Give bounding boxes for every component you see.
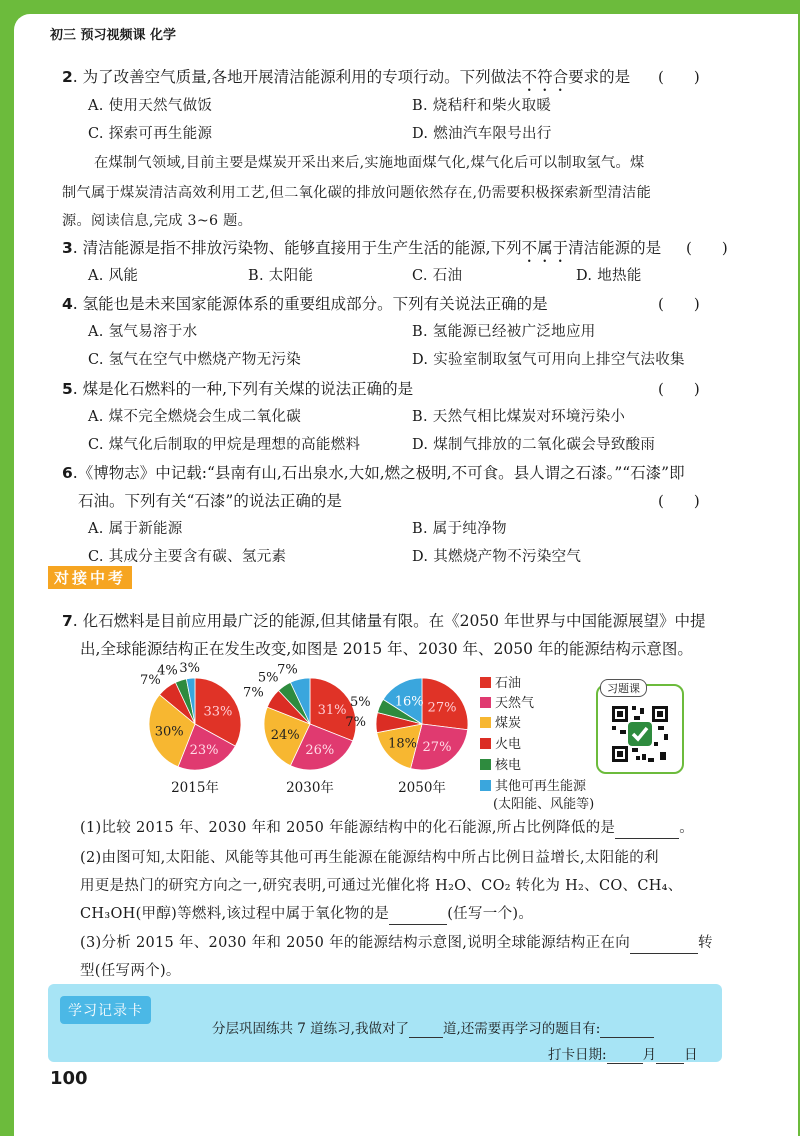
legend-item-renewable-note: (太阳能、风能等) xyxy=(493,797,595,812)
passage-line-2: 制气属于煤炭清洁高效利用工艺,但二氧化碳的排放问题依然存在,仍需要积极探索新型清洁能 xyxy=(62,185,652,201)
q7-sub3-blank[interactable] xyxy=(630,933,698,954)
q3-emphasis: 不属于 xyxy=(521,239,569,257)
study-record-line-2: 打卡日期: 月 日 xyxy=(548,1047,698,1063)
q2-option-b: B. 烧秸秆和柴火取暖 xyxy=(412,98,552,114)
q3-option-d: D. 地热能 xyxy=(576,268,642,284)
q7-sub2-blank[interactable] xyxy=(389,904,447,925)
correct-count-blank[interactable] xyxy=(409,1021,443,1038)
pie-2-year-label: 2050年 xyxy=(398,780,446,796)
study-record-tag: 学习记录卡 xyxy=(60,996,151,1024)
pie-0-label-5: 3% xyxy=(179,661,201,677)
q3-option-a: A. 风能 xyxy=(88,268,139,284)
q5-option-b: B. 天然气相比煤炭对环境污染小 xyxy=(412,409,626,425)
legend-swatch-oil xyxy=(480,677,491,688)
page-number: 100 xyxy=(50,1068,88,1089)
q4-option-b: B. 氢能源已经被广泛地应用 xyxy=(412,324,596,340)
qr-title: 习题课 xyxy=(600,679,647,697)
q2-option-c: C. 探索可再生能源 xyxy=(88,126,213,142)
q5-option-c: C. 煤气化后制取的甲烷是理想的高能燃料 xyxy=(88,437,361,453)
legend-item-nuclear: 核电 xyxy=(480,754,521,773)
passage-line-3: 源。阅读信息,完成 3~6 题。 xyxy=(62,213,253,229)
q6-number: 6 xyxy=(62,464,73,482)
q4-number: 4 xyxy=(62,295,73,313)
legend-swatch-nuclear xyxy=(480,759,491,770)
study-record-line-1: 分层巩固练共 7 道练习,我做对了 道,还需要再学习的题目有: xyxy=(212,1017,654,1038)
q5-option-d: D. 煤制气排放的二氧化碳会导致酸雨 xyxy=(412,437,656,453)
q6-option-b: B. 属于纯净物 xyxy=(412,521,507,537)
q3-number: 3 xyxy=(62,239,73,257)
date-month-blank[interactable] xyxy=(607,1047,643,1064)
q5-answer-paren[interactable]: ( ) xyxy=(658,380,700,398)
date-day-blank[interactable] xyxy=(656,1047,684,1064)
q7-sub2-line-2: 用更是热门的研究方向之一,研究表明,可通过光催化将 H₂O、CO₂ 转化为 H₂、CO、CH₄、 xyxy=(80,878,683,894)
q4-option-d: D. 实验室制取氢气可用向上排空气法收集 xyxy=(412,352,685,368)
q7-sub2-line-3: CH₃OH(甲醇)等燃料,该过程中属于氧化物的是 (任写一个)。 xyxy=(80,904,533,925)
q7-stem-line-2: 出,全球能源结构正在发生改变,如图是 2015 年、2030 年、2050 年的能源结构示意图。 xyxy=(80,640,693,658)
q4-answer-paren[interactable]: ( ) xyxy=(658,295,700,313)
q4-option-a: A. 氢气易溶于水 xyxy=(88,324,198,340)
legend-swatch-renewable xyxy=(480,780,491,791)
qr-code-icon xyxy=(598,686,682,772)
pie-0-label-1: 23% xyxy=(189,743,219,759)
qr-code-frame[interactable] xyxy=(596,684,684,774)
legend-item-coal: 煤炭 xyxy=(480,712,521,731)
pie-1-label-0: 31% xyxy=(317,703,347,719)
q3-option-c: C. 石油 xyxy=(412,268,463,284)
pie-2-label-2: 18% xyxy=(388,736,418,752)
q6-answer-paren[interactable]: ( ) xyxy=(658,492,700,510)
q6-stem-line-1: 6.《博物志》中记载:“县南有山,石出泉水,大如,燃之极明,不可食。县人谓之石漆。”“石漆”即 xyxy=(62,464,685,482)
q7-stem-line-1: 7. 化石燃料是目前应用最广泛的能源,但其储量有限。在《2050 年世界与中国能源展望》中提 xyxy=(62,612,706,630)
q7-sub2-line-1: (2)由图可知,太阳能、风能等其他可再生能源在能源结构中所占比例日益增长,太阳能的利 xyxy=(80,850,659,866)
q5-stem: 5. 煤是化石燃料的一种,下列有关煤的说法正确的是 xyxy=(62,380,414,398)
pie-2-label-1: 27% xyxy=(422,740,452,756)
q2-option-d: D. 燃油汽车限号出行 xyxy=(412,126,552,142)
pie-1-label-5: 7% xyxy=(277,662,298,678)
q6-option-a: A. 属于新能源 xyxy=(88,521,183,537)
q6-option-d: D. 其燃烧产物不污染空气 xyxy=(412,549,582,565)
q7-number: 7 xyxy=(62,612,73,630)
pie-2-label-3: 7% xyxy=(345,715,367,731)
running-header: 初三 预习视频课 化学 xyxy=(50,28,177,43)
q2-answer-paren[interactable]: ( ) xyxy=(658,68,700,86)
legend-item-oil: 石油 xyxy=(480,672,521,691)
pie-1-label-2: 24% xyxy=(270,727,300,743)
q3-option-b: B. 太阳能 xyxy=(248,268,314,284)
pie-0-label-0: 33% xyxy=(203,704,233,720)
q3-answer-paren[interactable]: ( ) xyxy=(686,239,728,257)
q2-stem: 2. 为了改善空气质量,各地开展清洁能源利用的专项行动。下列做法不符合要求的是 xyxy=(62,68,631,86)
q2-emphasis: 不符合 xyxy=(521,68,569,86)
legend-item-renewable: 其他可再生能源 xyxy=(480,775,586,794)
pie-2-label-0: 27% xyxy=(427,700,457,716)
q2-option-a: A. 使用天然气做饭 xyxy=(88,98,213,114)
pie-1-year-label: 2030年 xyxy=(286,780,334,796)
q7-sub3-line-2: 型(任写两个)。 xyxy=(80,963,181,979)
legend-swatch-coal xyxy=(480,717,491,728)
pie-0-label-3: 7% xyxy=(140,672,161,688)
pie-0-label-2: 30% xyxy=(154,724,184,740)
q2-number: 2 xyxy=(62,68,73,86)
pie-0-label-4: 4% xyxy=(157,663,178,679)
q4-stem: 4. 氢能也是未来国家能源体系的重要组成部分。下列有关说法正确的是 xyxy=(62,295,548,313)
q6-stem-line-2: 石油。下列有关“石漆”的说法正确的是 xyxy=(78,492,342,510)
q7-sub1-blank[interactable] xyxy=(615,818,679,839)
q5-number: 5 xyxy=(62,380,73,398)
legend-item-gas: 天然气 xyxy=(480,692,534,711)
passage-line-1: 在煤制气领域,目前主要是煤炭开采出来后,实施地面煤气化,煤气化后可以制取氢气。煤 xyxy=(94,155,645,171)
q4-option-c: C. 氢气在空气中燃烧产物无污染 xyxy=(88,352,302,368)
pie-2-label-5: 16% xyxy=(394,694,424,710)
legend-swatch-hydro xyxy=(480,738,491,749)
section-tag: 对接中考 xyxy=(48,566,132,589)
q7-sub3-line-1: (3)分析 2015 年、2030 年和 2050 年的能源结构示意图,说明全球能源结构正在向 转 xyxy=(80,933,713,954)
legend-item-hydro: 火电 xyxy=(480,733,521,752)
pie-1-label-1: 26% xyxy=(305,742,335,758)
q5-option-a: A. 煤不完全燃烧会生成二氧化碳 xyxy=(88,409,301,425)
pie-1-label-3: 7% xyxy=(243,685,264,701)
pie-0-year-label: 2015年 xyxy=(171,780,219,796)
q3-stem: 3. 清洁能源是指不排放污染物、能够直接用于生产生活的能源,下列不属于清洁能源的是 xyxy=(62,239,662,257)
legend-swatch-gas xyxy=(480,697,491,708)
pie-1-label-4: 5% xyxy=(257,670,279,686)
pie-2-label-4: 5% xyxy=(349,694,371,710)
q7-sub1: (1)比较 2015 年、2030 年和 2050 年能源结构中的化石能源,所占比例降低的是 。 xyxy=(80,818,694,839)
q6-option-c: C. 其成分主要含有碳、氢元素 xyxy=(88,549,287,565)
review-items-blank[interactable] xyxy=(600,1021,654,1038)
